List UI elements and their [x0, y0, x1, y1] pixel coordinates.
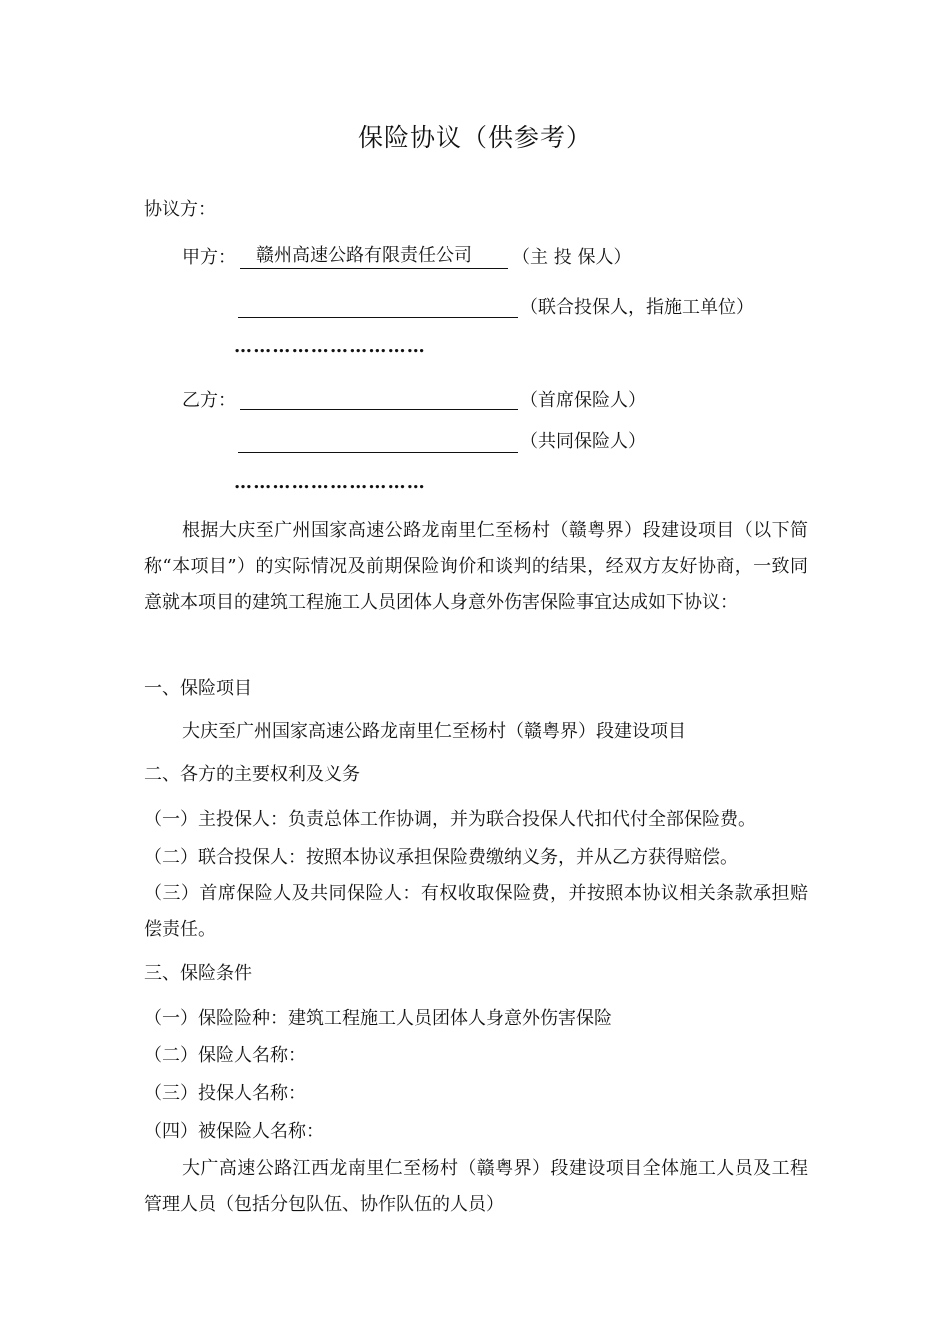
- party-a-joint-role: （联合投保人，指施工单位）: [520, 297, 754, 318]
- party-b-co-role: （共同保险人）: [520, 431, 646, 452]
- section3-item: （四）被保险人名称：: [144, 1121, 324, 1142]
- page-title: 保险协议（供参考）: [357, 123, 592, 152]
- party-a-role: （主 投 保人）: [512, 247, 632, 268]
- party-a-company-field: [240, 244, 508, 269]
- section2-item: （三）首席保险人及共同保险人：有权收取保险费，并按照本协议相关条款承担赔偿责任。: [144, 883, 808, 940]
- section3-heading: 三、保险条件: [144, 963, 252, 984]
- insured-description: 大广高速公路江西龙南里仁至杨村（赣粤界）段建设项目全体施工人员及工程管理人员（包括分包队伍、协作队伍的人员）: [144, 1158, 808, 1215]
- section3-item: （二）保险人名称：: [144, 1045, 306, 1066]
- section3-item: （一）保险险种：建筑工程施工人员团体人身意外伤害保险: [144, 1008, 612, 1029]
- section3-item: （三）投保人名称：: [144, 1083, 306, 1104]
- section2-item: （一）主投保人：负责总体工作协调，并为联合投保人代扣代付全部保险费。: [144, 809, 756, 830]
- section2-item: （二）联合投保人：按照本协议承担保险费缴纳义务，并从乙方获得赔偿。: [144, 847, 738, 868]
- intro-paragraph: 根据大庆至广州国家高速公路龙南里仁至杨村（赣粤界）段建设项目（以下简称“本项目”）的实际情况及前期保险询价和谈判的结果，经双方友好协商，一致同意就本项目的建筑工程施工人员团体人身意外伤害保险事宜达成如下协议：: [144, 520, 808, 613]
- joint-insurer-blank-line: [238, 317, 518, 318]
- party-a-label: 甲方：: [182, 247, 236, 268]
- party-b-ellipsis: …………………………: [234, 472, 426, 493]
- co-insurer-blank-line: [238, 452, 518, 453]
- section2-heading: 二、各方的主要权利及义务: [144, 764, 360, 785]
- parties-label: 协议方：: [144, 199, 216, 220]
- lead-insurer-blank-line: [240, 409, 518, 410]
- section1-body: 大庆至广州国家高速公路龙南里仁至杨村（赣粤界）段建设项目: [182, 721, 686, 742]
- party-b-label: 乙方：: [182, 390, 236, 411]
- party-b-lead-role: （首席保险人）: [520, 390, 646, 411]
- party-a-company: 赣州高速公路有限责任公司: [256, 245, 472, 266]
- section1-heading: 一、保险项目: [144, 678, 252, 699]
- party-a-ellipsis: …………………………: [234, 336, 426, 357]
